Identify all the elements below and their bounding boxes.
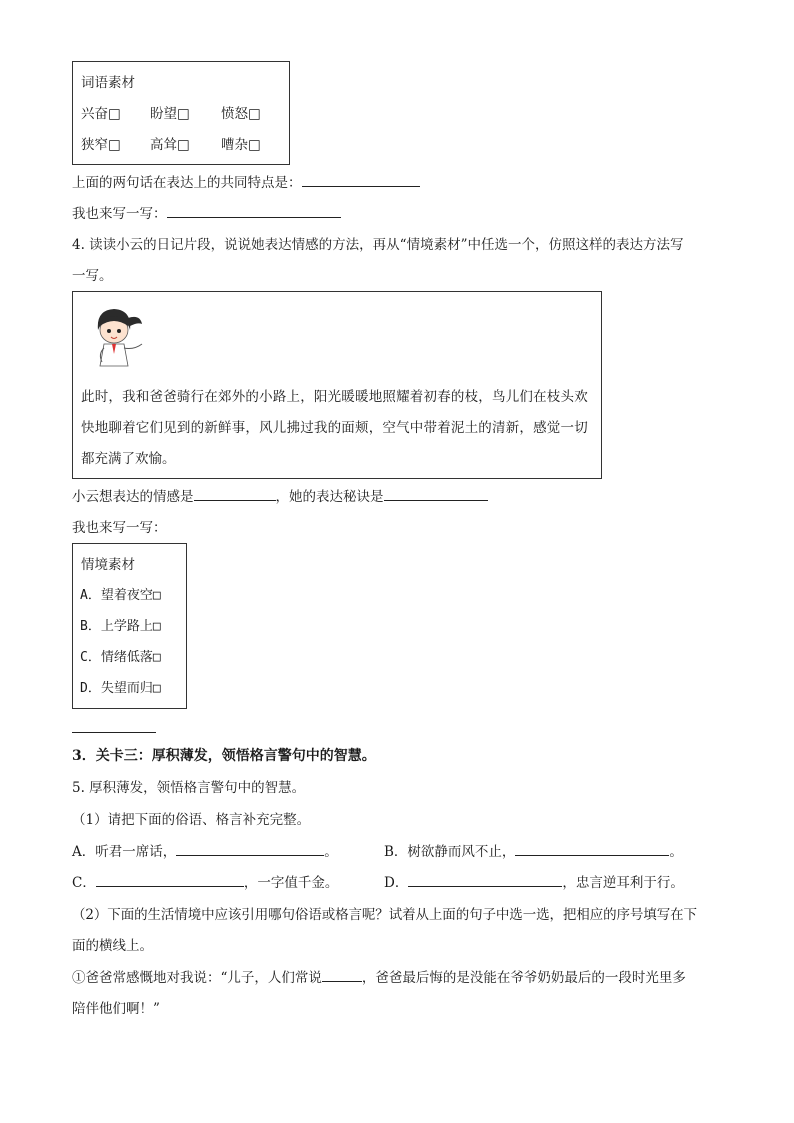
scene-item: C．情绪低落□ [80,650,161,665]
answer-blank[interactable] [167,204,341,218]
question-5-2-item-1: ①爸爸常感慨地对我说：“儿子，人们常说 ，爸爸最后悔的是没能在爷爷奶奶最后的一段时光里多 [72,970,686,986]
fill-blank-a[interactable] [176,842,324,856]
diary-text-line-3: 都充满了欢愉。 [81,451,176,467]
question-emotion: 小云想表达的情感是 ，她的表达秘诀是 [72,487,488,507]
diary-text-line-1: 此时，我和爸爸骑行在郊外的小路上，阳光暖暖地照耀着初春的枝，鸟儿们在枝头欢 [81,389,588,405]
scene-item: B．上学路上□ [80,619,161,634]
fill-item-b: B．树欲静而风不止， 。 [384,844,683,860]
fill-blank-b[interactable] [515,842,669,856]
word-item: 兴奋□ [81,106,121,122]
answer-blank[interactable] [302,173,420,187]
fill-blank-c[interactable] [96,873,244,887]
section-3-heading: 3．关卡三：厚积薄发，领悟格言警句中的智慧。 [72,748,376,764]
question-common-feature: 上面的两句话在表达上的共同特点是： [72,173,420,193]
word-item: 嘈杂□ [221,137,261,153]
fill-item-d: D． ，忠言逆耳利于行。 [384,875,684,891]
word-item: 高耸□ [150,137,190,153]
question-try-write-1: 我也来写一写： [72,204,341,224]
question-5-2-item-1-line-2: 陪伴他们啊！” [72,1001,160,1017]
question-5-2-line-2: 面的横线上。 [72,938,153,954]
question-5-2-line-1: （2）下面的生活情境中应该引用哪句俗语或格言呢？试着从上面的句子中选一选，把相应的序号填写在下 [72,907,697,923]
diary-text-line-2: 快地聊着它们见到的新鲜事，风儿拂过我的面颊，空气中带着泥土的清新，感觉一切 [81,420,588,436]
question-4-line-1: 4. 读读小云的日记片段，说说她表达情感的方法，再从“情境素材”中任选一个，仿照这样的表达方法写 [72,237,684,253]
quote-blank[interactable] [322,968,362,982]
writing-blank[interactable] [72,715,156,733]
question-4-line-2: 一写。 [72,268,113,284]
question-5-1: （1）请把下面的俗语、格言补充完整。 [72,812,311,828]
word-item: 狭窄□ [81,137,121,153]
fill-item-a: A．听君一席话， 。 [72,844,338,860]
word-item: 愤怒□ [221,106,261,122]
scene-box-title: 情境素材 [81,557,135,573]
girl-illustration-icon [80,300,150,370]
emotion-blank[interactable] [194,487,276,501]
fill-item-c: C． ，一字值千金。 [72,875,339,891]
word-item: 盼望□ [150,106,190,122]
scene-item: D．失望而归□ [80,681,161,696]
scene-item: A．望着夜空□ [80,588,161,603]
secret-blank[interactable] [384,487,488,501]
question-try-write-2: 我也来写一写： [72,520,167,536]
question-5: 5. 厚积薄发，领悟格言警句中的智慧。 [72,780,306,796]
fill-blank-d[interactable] [408,873,562,887]
word-box-title: 词语素材 [81,75,135,91]
